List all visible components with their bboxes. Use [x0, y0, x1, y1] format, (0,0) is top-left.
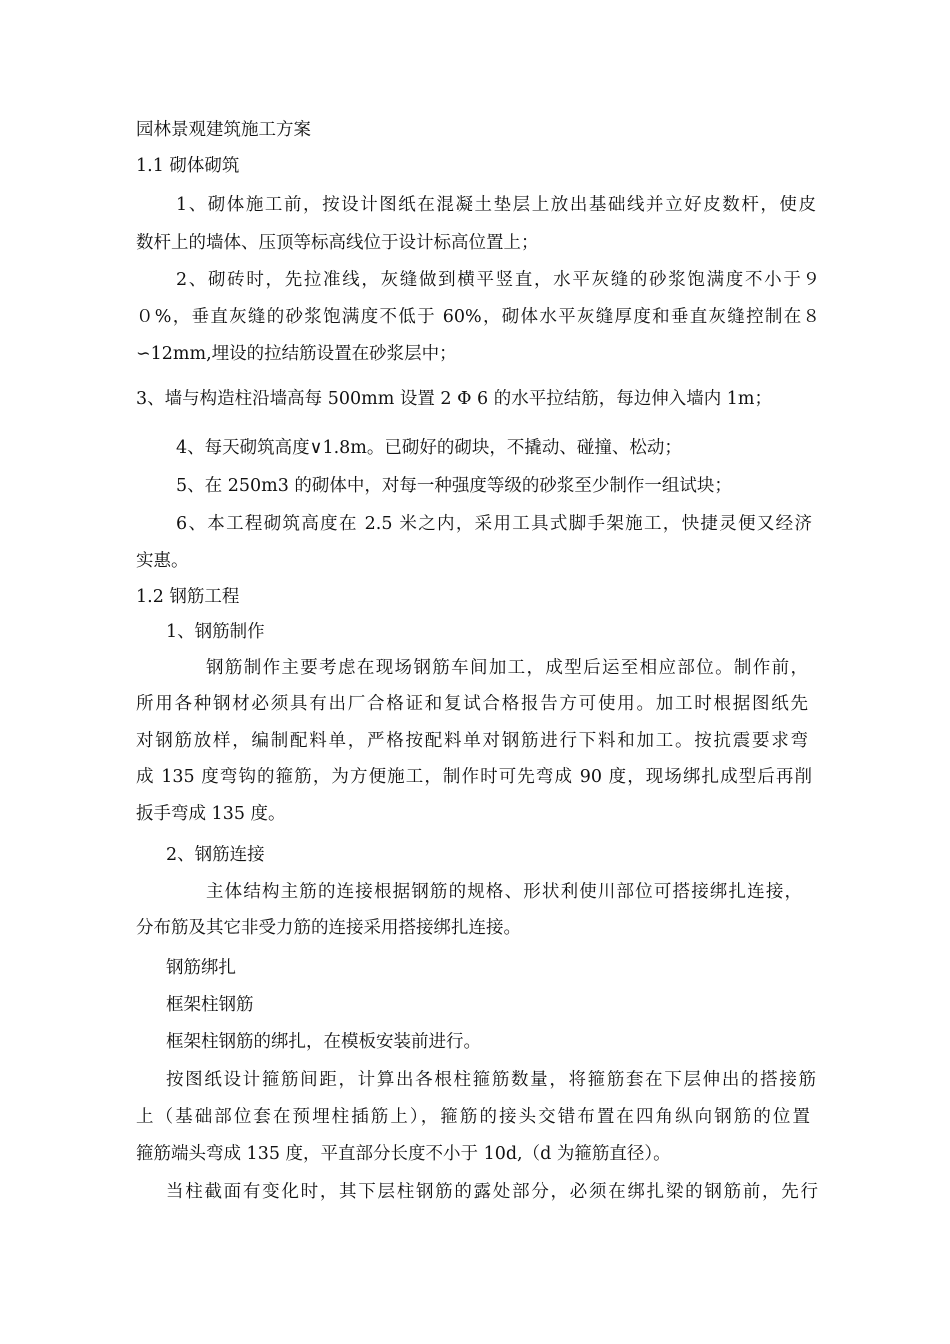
paragraph-line: 5、在 250m3 的砌体中，对每一种强度等级的砂浆至少制作一组试块； — [176, 476, 732, 496]
paragraph-line: 按图纸设计箍筋间距，计算出各根柱箍筋数量，将箍筋套在下层伸出的搭接筋 — [166, 1070, 816, 1090]
paragraph-line: 数杆上的墙体、压顶等标高线位于设计标高位置上； — [136, 233, 539, 253]
paragraph-line: ０%，垂直灰缝的砂浆饱满度不低于 60%，砌体水平灰缝厚度和垂直灰缝控制在８ — [136, 307, 820, 327]
subheading: 1、钢筋制作 — [166, 622, 265, 642]
paragraph-line: 分布筋及其它非受力筋的连接采用搭接绑扎连接。 — [136, 918, 521, 938]
paragraph-line: 成 135 度弯钩的箍筋，为方便施工，制作时可先弯成 90 度，现场绑扎成型后再削 — [136, 767, 812, 787]
paragraph-line: 当柱截面有变化时，其下层柱钢筋的露处部分，必须在绑扎梁的钢筋前，先行 — [166, 1182, 818, 1202]
paragraph-line: 6、本工程砌筑高度在 2.5 米之内，采用工具式脚手架施工，快捷灵便又经济 — [176, 514, 812, 534]
paragraph-line: 箍筋端头弯成 135 度，平直部分长度不小于 10d,（d 为箍筋直径）。 — [136, 1144, 671, 1164]
document-title: 园林景观建筑施工方案 — [136, 120, 311, 140]
paragraph-line: ∽12mm,埋设的拉结筋设置在砂浆层中； — [136, 344, 457, 364]
section-heading-rebar: 1.2 钢筋工程 — [136, 587, 240, 607]
subheading: 框架柱钢筋 — [166, 995, 254, 1015]
paragraph-line: 4、每天砌筑高度∨1.8m。已砌好的砌块，不撬动、碰撞、松动； — [176, 438, 682, 458]
subheading: 钢筋绑扎 — [166, 958, 236, 978]
paragraph-line: 所用各种钢材必须具有出厂合格证和复试合格报告方可使用。加工时根据图纸先 — [136, 694, 808, 714]
paragraph-line: 钢筋制作主要考虑在现场钢筋车间加工，成型后运至相应部位。制作前， — [206, 658, 808, 678]
paragraph-line: 主体结构主筋的连接根据钢筋的规格、形状利使川部位可搭接绑扎连接， — [206, 882, 802, 902]
subheading: 2、钢筋连接 — [166, 845, 265, 865]
paragraph-line: 对钢筋放样，编制配料单，严格按配料单对钢筋进行下料和加工。按抗震要求弯 — [136, 731, 808, 751]
paragraph-line: 2、砌砖时，先拉准线，灰缝做到横平竖直，水平灰缝的砂浆饱满度不小于９ — [176, 270, 820, 290]
paragraph-line: 1、砌体施工前，按设计图纸在混凝土垫层上放出基础线并立好皮数杆，使皮 — [176, 195, 816, 215]
paragraph-line: 实惠。 — [136, 551, 189, 571]
paragraph-line: 3、墙与构造柱沿墙高每 500mm 设置 2 Φ 6 的水平拉结筋，每边伸入墙内 1m； — [136, 389, 773, 409]
section-heading-masonry: 1.1 砌体砌筑 — [136, 156, 240, 176]
paragraph-line: 框架柱钢筋的绑扎，在模板安装前进行。 — [166, 1032, 481, 1052]
paragraph-line: 上（基础部位套在预埋柱插筋上），箍筋的接头交错布置在四角纵向钢筋的位置 — [136, 1107, 810, 1127]
paragraph-line: 扳手弯成 135 度。 — [136, 804, 286, 824]
